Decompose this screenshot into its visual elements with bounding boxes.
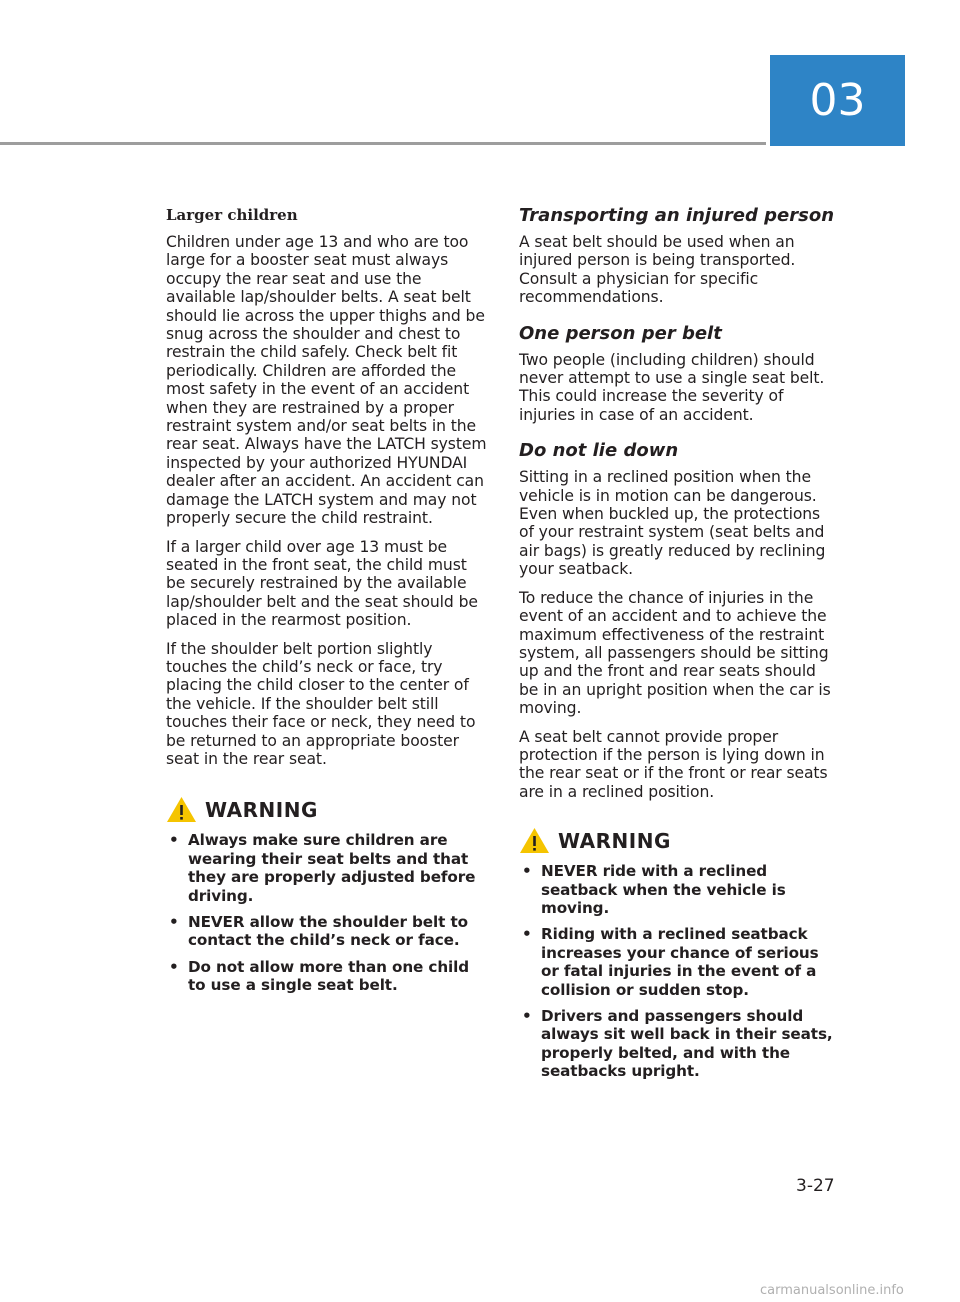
bullet: • — [169, 831, 179, 850]
warning-item-text: NEVER allow the shoulder belt to contact the child’s neck or face. — [188, 913, 468, 950]
section-heading-one-person-per-belt: One person per belt — [519, 322, 722, 344]
warning-list — [166, 831, 488, 994]
bullet: • — [522, 1007, 532, 1025]
paragraph: If the shoulder belt portion slightly touches the child’s neck or face, try placing the child closer to the center of the vehicle. If the shoulder belt still touches their face or neck, they need to be returned to an appropriate booster seat in the rear seat. — [166, 639, 476, 768]
paragraph: A seat belt should be used when an injured person is being transported. Consult a physician for specific recommendations. — [519, 233, 796, 307]
warning-item — [519, 925, 837, 999]
warning-list — [519, 862, 837, 1080]
warning-item-text: Drivers and passengers should always sit well back in their seats, properly belted, and with the seatbacks upright. — [541, 1007, 833, 1081]
chapter-tab — [770, 55, 905, 146]
watermark-link[interactable]: carmanualsonline.info — [760, 1283, 904, 1298]
paragraph: Two people (including children) should never attempt to use a single seat belt. This could increase the severity of injuries in case of an accident. — [519, 350, 825, 424]
warning-item — [519, 1007, 837, 1081]
warning-title — [519, 827, 837, 854]
warning-label: WARNING — [205, 797, 318, 822]
warning-item-text: NEVER ride with a reclined seatback when the vehicle is moving. — [541, 862, 786, 917]
page-number: 3-27 — [796, 1176, 835, 1196]
warning-item — [519, 862, 837, 917]
bullet: • — [522, 925, 532, 944]
paragraph: To reduce the chance of injuries in the event of an accident and to achieve the maximum effectiveness of the restraint system, all passengers should be sitting up and the front and rear seats should be in an upright position when the car is moving. — [519, 588, 831, 718]
warning-item — [166, 831, 488, 905]
paragraph: A seat belt cannot provide proper protection if the person is lying down in the rear seat or if the front or rear seats are in a reclined position. — [519, 727, 828, 801]
paragraph: Sitting in a reclined position when the vehicle is in motion can be dangerous. Even when buckled up, the protections of your restraint system (seat belts and air bags) is greatly reduced by reclining your seatback. — [519, 468, 826, 579]
warning-triangle-icon — [166, 796, 197, 823]
subheading-larger-children: Larger children — [166, 206, 298, 224]
warning-box — [519, 827, 837, 1080]
section-heading-do-not-lie-down: Do not lie down — [519, 440, 679, 462]
chapter-number: 03 — [809, 75, 866, 126]
warning-item-text: Always make sure children are wearing their seat belts and that they are properly adjusted before driving. — [188, 831, 476, 905]
paragraph: If a larger child over age 13 must be seated in the front seat, the child must be securely restrained by the available lap/shoulder belt and the seat should be placed in the rearmost position. — [166, 537, 478, 630]
section-heading-injured-person: Transporting an injured person — [519, 205, 835, 226]
right-column — [519, 205, 837, 1089]
header-rule — [0, 142, 766, 145]
bullet: • — [169, 957, 179, 976]
warning-item — [166, 913, 488, 950]
bullet: • — [169, 913, 179, 931]
warning-box — [166, 796, 488, 994]
warning-title — [166, 796, 488, 823]
warning-triangle-icon — [519, 827, 550, 854]
warning-item-text: Riding with a reclined seatback increases your chance of serious or fatal injuries in the event of a collision or sudden stop. — [541, 925, 819, 999]
bullet: • — [522, 862, 532, 881]
left-column — [166, 205, 488, 1003]
warning-item-text: Do not allow more than one child to use a single seat belt. — [188, 957, 470, 995]
warning-label: WARNING — [558, 828, 671, 853]
paragraph: Children under age 13 and who are too large for a booster seat must always occupy the rear seat and use the available lap/shoulder belts. A seat belt should lie across the upper thighs and be snug across the shoulder and chest to restrain the child safely. Check belt fit periodically. Children are afforded the most safety in the event of an accident when they are restrained by a proper restraint system and/or seat belts in the rear seat. Always have the LATCH system inspected by your authorized HYUNDAI dealer after an accident. An accident can damage the LATCH system and may not properly secure the child restraint. — [166, 233, 487, 528]
warning-item — [166, 958, 488, 995]
